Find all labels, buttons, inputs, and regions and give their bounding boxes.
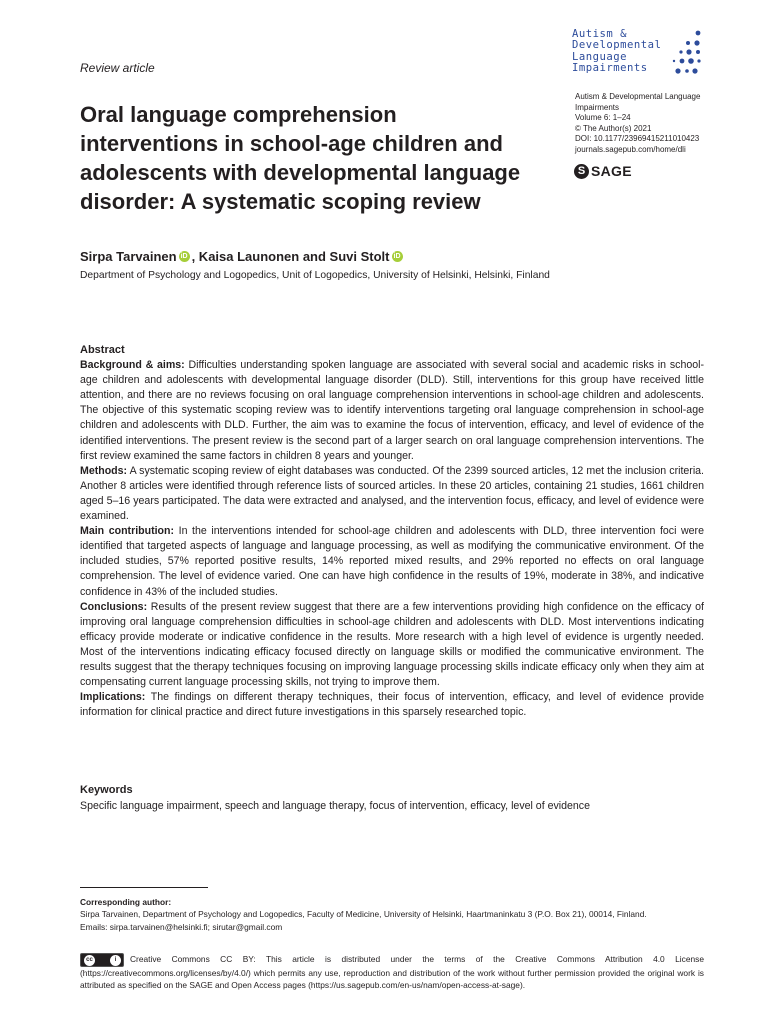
- title-line: disorder: A systematic scoping review: [80, 189, 481, 214]
- title-line: interventions in school-age children and: [80, 131, 503, 156]
- author-name[interactable]: Sirpa Tarvainen: [80, 249, 177, 264]
- journal-info: [575, 92, 715, 156]
- journal-logo: [572, 29, 712, 81]
- keywords-list: Specific language impairment, speech and language therapy, focus of intervention, efficacy, level of evidence: [80, 800, 590, 812]
- title-line: Oral language comprehension: [80, 102, 397, 127]
- license-notice: [80, 953, 704, 992]
- abstract-text: The findings on different therapy techniques, their focus of intervention, efficacy, and level of evidence provide information for clinical practice and direct future investigations in this sparsely researched topic.: [80, 691, 704, 719]
- abstract-methods: [80, 464, 704, 524]
- abstract-text: In the interventions intended for school-age children and adolescents with DLD, three intervention foci were identified that targeted aspects of language and language processing, as well as modifying the communicative environment. Of the included studies, 57% reported positive results, 14% reported mixed results, and 29% reported no effects on oral language comprehension. The level of evidence varied. One can have high confidence in the results of 19%, moderate in 38%, and indicative confidence in 43% of the included studies.: [80, 525, 704, 598]
- abstract-background: [80, 358, 704, 464]
- corresponding-author: [80, 896, 704, 933]
- journal-logo-line: Language: [572, 50, 628, 63]
- affiliation: Department of Psychology and Logopedics, Unit of Logopedics, University of Helsinki, Helsinki, Finland: [80, 270, 550, 281]
- abstract: [80, 343, 704, 720]
- abstract-label: Main contribution:: [80, 525, 175, 538]
- abstract-conclusions: [80, 600, 704, 691]
- journal-name: Impairments: [575, 102, 620, 112]
- journal-logo-line: Impairments: [572, 62, 648, 75]
- sage-s-icon: S: [574, 164, 589, 179]
- by-icon: i: [110, 955, 121, 966]
- publisher-logo: [574, 163, 632, 179]
- journal-copyright: © The Author(s) 2021: [575, 123, 652, 133]
- orcid-icon[interactable]: iD: [180, 253, 188, 260]
- corresponding-heading: Corresponding author:: [80, 897, 172, 907]
- title-line: adolescents with developmental language: [80, 160, 521, 185]
- orcid-icon[interactable]: iD: [393, 253, 401, 260]
- journal-doi[interactable]: DOI: 10.1177/23969415211010423: [575, 134, 700, 144]
- abstract-main-contribution: [80, 524, 704, 599]
- cc-by-badge-icon[interactable]: [80, 953, 124, 967]
- abstract-heading: Abstract: [80, 344, 125, 356]
- author-names: , Kaisa Launonen and Suvi Stolt: [191, 249, 390, 264]
- article-title: [80, 100, 550, 216]
- journal-logo-line: Developmental: [572, 39, 662, 52]
- abstract-label: Implications:: [80, 691, 146, 704]
- keywords-heading: Keywords: [80, 784, 133, 796]
- publisher-name: SAGE: [591, 163, 632, 179]
- journal-name: Autism & Developmental Language: [575, 92, 701, 101]
- journal-logo-text: [572, 29, 661, 75]
- abstract-text: Results of the present review suggest that there are a few interventions providing high confidence on the efficacy of improving oral language comprehension difficulties in school-age children and adolescents with DLD. Most interventions indicating efficacy provide moderate or indicative confidence in the results. More research with a high level of evidence is urgently needed. Most of the interventions indicating efficacy focused directly on language skills or modified the communicative environment. The results suggest that the therapy techniques focusing on improving language processing skills indicate efficacy only when they aim at compensating current language processing skills, not trying to improve them.: [80, 600, 704, 689]
- abstract-implications: [80, 690, 704, 720]
- journal-logo-dots-icon: [670, 29, 702, 79]
- cc-icon: cc: [84, 955, 95, 966]
- abstract-label: Methods:: [80, 464, 128, 477]
- abstract-label: Background & aims:: [80, 359, 185, 372]
- journal-volume: Volume 6: 1–24: [575, 113, 631, 123]
- abstract-text: Difficulties understanding spoken language are associated with several social and academic risks in school-age children and adolescents with developmental language disorder (DLD). Still, interventions for this group have received little attention, and there are no reviews focusing on oral language comprehension interventions in school-age children and adolescents. The objective of this systematic scoping review was to identify interventions targeting oral language comprehension in school-age children and adolescents with DLD. Further, the aim was to examine the focus of intervention, efficacy, and level of evidence of the identified interventions. The present review is the second part of a larger search on oral language comprehension interventions. The first review examined the same factors in children 8 years and younger.: [80, 359, 704, 462]
- corresponding-address: Sirpa Tarvainen, Department of Psychology and Logopedics, Faculty of Medicine, University of Helsinki, Haartmaninkatu 3 (P.O. Box 21), 00014, Finland.: [80, 909, 647, 920]
- article-type: Review article: [80, 61, 155, 75]
- footer-divider: [80, 887, 208, 888]
- license-text: Creative Commons CC BY: This article is distributed under the terms of the Creative Commons Attribution 4.0 License (https://creativecommons.org/licenses/by/4.0/) which permits any use, reproduction and distribution of the work without further permission provided the original work is attributed as specified on the SAGE and Open Access pages (https://us.sagepub.com/en-us/nam/open-access-at-sage).: [80, 954, 704, 991]
- authors: [80, 249, 405, 264]
- journal-logo-line: Autism &: [572, 28, 628, 40]
- corresponding-emails[interactable]: Emails: sirpa.tarvainen@helsinki.fi; sirutar@gmail.com: [80, 921, 283, 932]
- journal-url[interactable]: journals.sagepub.com/home/dli: [575, 144, 686, 154]
- abstract-label: Conclusions:: [80, 600, 148, 613]
- abstract-text: A systematic scoping review of eight databases was conducted. Of the 2399 sourced articles, 12 met the inclusion criteria. Another 8 articles were identified through reference lists of sourced articles. In these 20 articles, containing 21 studies, 1661 children aged 5–16 years participated. The data were extracted and analysed, and the intervention focus, efficacy, and level of evidence were examined.: [80, 464, 705, 523]
